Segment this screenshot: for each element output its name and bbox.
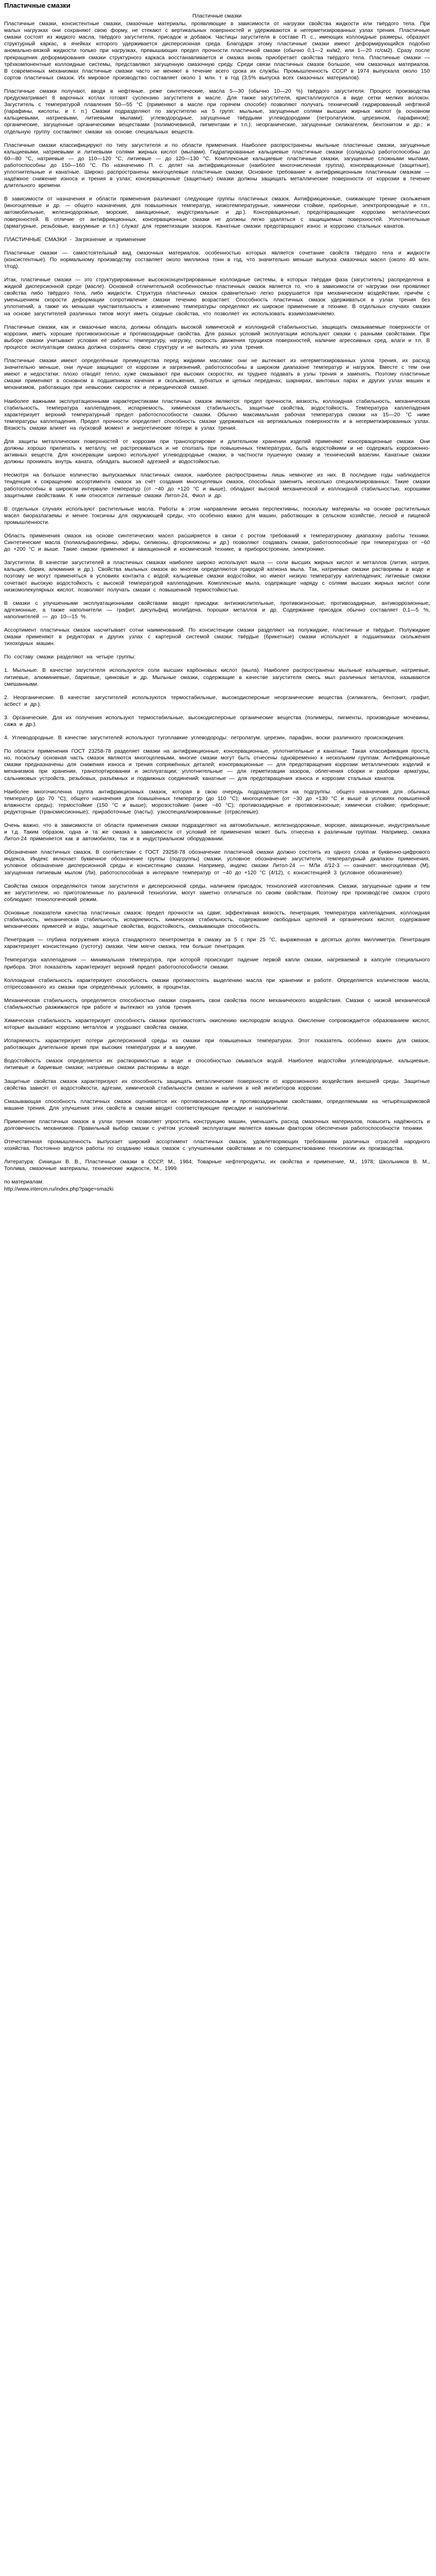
paragraph: В зависимости от назначения и области применения различают следующие группы пластичных смазок. Антифрикционные, снижающие трение скольжения (многоцелевые и др. — общего назначения, для повышенных температур, низкотемпературные, химически стойкие, приборные, электропроводные и т.п., автомобильные, железнодорожные, морские, авиационные, индустриальные и др.). Консервационные, предотвращающие коррозию металлических поверхностей. В отличие от антифрикционных, консервационные смазки не должны легко удаляться с защищаемых поверхностей. Уплотнительные (арматурные, резьбовые, вакуумные и т.п.) служат для герметизации зазоров. Канатные смазки предотвращают износ и коррозию стальных канатов. — [4, 196, 430, 229]
source-footer — [4, 1179, 430, 1192]
paragraph-gap — [4, 594, 430, 600]
paragraph-gap — [4, 392, 430, 398]
paragraph-gap — [4, 971, 430, 977]
paragraph: 1. Мыльные. В качестве загустителя используются соли высших карбоновых кислот (мыла). Наиболее распространены мыльные кальциевые, натриевые, литиевые, алюминиевые, бариевые, цинковые и др. Мыльные смазки, содержащие в качестве загустителя смесь мыл различных металлов, называются смешанными. — [4, 668, 430, 687]
paragraph: 4. Углеводородные. В качестве загустителей используют тугоплавкие углеводороды: петролатум, церезин, парафин, воски различного происхождения. — [4, 735, 405, 741]
paragraph-gap — [4, 81, 430, 88]
paragraph: Несмотря на большое количество выпускаемых пластичных смазок, наиболее распространены лишь немногие из них. В последние годы наблюдается тенденция к сокращению ассортимента смазок за счёт создания многоцелевых смазок, способных заменить несколько специализированных. Такие смазки работоспособны в широком интервале температур (от −40 до +120 °С и выше), обладают высокой механической и коллоидной стабильностью, хорошими защитными свойствами. К ним относятся литиевые смазки Литол-24, Фиол и др. — [4, 472, 430, 499]
article-subtitle: Пластичные смазки — [192, 13, 242, 19]
paragraph: По составу смазки разделяют на четыре группы: — [4, 654, 136, 660]
paragraph: Очень важно, что в зависимости от области применения смазки подразделяют на автомобильные, железнодорожные, морские, авиационные, индустриальные и т.д. Таким образом, одна и та же смазка в зависимости от условий её применения может быть отнесена к различным группам. Например, смазка Литол-24 применяется как в автомобилях, так и в индустриальном оборудовании. — [4, 823, 430, 842]
paragraph: Пластичные смазки классифицируют по типу загустителя и по области применения. Наиболее распространены мыльные пластичные смазки, загущенные кальциевыми, натриевыми и литиевыми солями жирных кислот (мылами). Гидратированные кальциевые пластичные смазки (солидолы) работоспособны до 60—80 °С, натриевые — до 110—120 °С, литиевые — до 120—130 °С. Комплексные кальциевые пластичные смазки, загущенные сложными мылами, работоспособны до 150—160 °С. По назначению П. с. делят на антифрикционные (наиболее многочисленная группа), консервационные (защитные), уплотнительные и канатные. Широко распространены многоцелевые пластичные смазки. Основное требование к антифрикционным пластичным смазкам — надёжное снижение износа и трения в узлах; консервационные (защитные) смазки должны защищать металлические поверхности от коррозии в течение длительного времени. — [4, 142, 430, 189]
paragraph: Температура каплепадения — минимальная температура, при которой происходит падение первой капли смазки, нагреваемой в капсуле специального прибора. Этот показатель характеризует верхний предел работоспособности смазки. — [4, 957, 430, 970]
paragraph-gap — [4, 688, 430, 694]
paragraph-gap — [4, 903, 430, 910]
paragraph-gap — [4, 135, 430, 142]
paragraph: 3. Органические. Для их получения используют термостабильные, высокодисперсные органические вещества (полимеры, пигменты, производные мочевины, сажа и др.). — [4, 715, 430, 727]
paragraph: Основные показатели качества пластичных смазок: предел прочности на сдвиг, эффективная вязкость, пенетрация, температура каплепадения, коллоидная стабильность, механическая стабильность, испаряемость, химическая стабильность, содержание свободных щелочей и органических кислот, содержание механических примесей и воды, защитные свойства, водостойкость, смазывающая способность. — [4, 910, 430, 930]
paragraph-gap — [4, 842, 430, 849]
paragraph: 2. Неорганические. В качестве загустителей используются термостабильные, высокодисперсные неорганические вещества (силикагель, бентонит, графит, асбест и др.). — [4, 694, 430, 707]
paragraph-gap — [4, 1112, 430, 1118]
paragraph-gap — [4, 741, 430, 748]
paragraph: Испаряемость характеризует потери дисперсионной среды из смазки при повышенных температурах. Этот показатель особенно важен для смазок, работающих длительное время при высоких температурах и в вакууме. — [4, 1038, 430, 1051]
paragraph: Коллоидная стабильность характеризует способность смазки противостоять выделению масла при хранении и работе. Определяется количеством масла, отпрессованного из смазки при определённых условиях, в процентах. — [4, 977, 430, 990]
paragraph-gap — [4, 816, 430, 822]
paragraph-gap — [4, 526, 430, 533]
paragraph: Область применения смазок на основе синтетических масел расширяется в связи с ростом требований к температурному диапазону работы техники. Синтетические масла (полиальфаолефины, эфиры, силиконы, фторсиликоны и др.) позволяют создавать смазки, работоспособные при температурах от −60 до +200 °С и выше. Такие смазки применяют в авиационной и космической технике, в приборостроении, электронике. — [4, 533, 430, 553]
paragraph: Отечественная промышленность выпускает широкий ассортимент пластичных смазок, удовлетворяющих требованиям различных отраслей народного хозяйства. Постоянно ведутся работы по созданию новых смазок с улучшенными свойствами и по совершенствованию технологии их производства. — [4, 1139, 430, 1152]
paragraph-gap — [4, 950, 430, 957]
paragraph-gap — [4, 876, 430, 883]
paragraph: Для защиты металлических поверхностей от коррозии при транспортировке и длительном хранении изделий применяют консервационные смазки. Они должны хорошо прилипать к металлу, не растрескиваться и не сползать при повышенных температурах, быть водостойкими и не содержать коррозионно-активных веществ. Для консервации широко используют углеводородные смазки, в частности пушечную смазку и технический вазелин. Канатные смазки должны проникать внутрь каната, обладать высокой адгезией и водостойкостью. — [4, 438, 430, 465]
paragraph: Наиболее важными эксплуатационными характеристиками пластичных смазок являются: предел прочности, вязкость, коллоидная стабильность, механическая стабильность, температура каплепадения, испаряемость, химическая стабильность, защитные свойства, водостойкость. Температура каплепадения характеризует верхний температурный предел работоспособности смазки. Обычно максимальная рабочая температура смазки на 15—20 °С ниже температуры каплепадения. Предел прочности определяет способность смазки удерживаться на вертикальных поверхностях и в негерметизированных узлах. Вязкость смазки влияет на пусковой момент и энергетические потери в узлах трения. — [4, 398, 430, 431]
paragraph-gap — [4, 728, 430, 735]
paragraph: Пластичные смазки имеют определённые преимущества перед жидкими маслами: они не вытекают из негерметизированных узлов трения, их расход значительно меньше, они лучше защищают от коррозии и загрязнений, работоспособны в широком диапазоне температур и нагрузок. Вместе с тем они имеют и недостатки: плохо отводят тепло, хуже смазывают при высоких скоростях, их труднее подавать в узлы трения и заменять. Поэтому пластичные смазки применяют в основном в подшипниках качения и скольжения, зубчатых и цепных передачах, шарнирах, винтовых парах и других узлах машин и механизмов, работающих при невысоких скоростях и периодической смазке. — [4, 358, 430, 391]
paragraph-gap — [4, 1011, 430, 1018]
paragraph-gap — [4, 230, 430, 236]
paragraph: Химическая стабильность характеризует способность смазки противостоять окислению кислородом воздуха. Окисление сопровождается образованием кислот, которые вызывают коррозию металлов и ухудшают свойства смазки. — [4, 1018, 430, 1031]
page-title: Пластичные смазки — [4, 2, 71, 9]
paragraph: Пластичные смазки — самостоятельный вид смазочных материалов, особенностью которых является сочетание свойств твёрдого тела и жидкости (консистентные). По нормальному производству составляет около миллиона тонн в год, что значительно меньше выпуска смазочных масел (около 40 млн. т/год). — [4, 250, 430, 269]
paragraph-gap — [4, 1051, 430, 1058]
paragraph: Свойства смазок определяются типом загустителя и дисперсионной среды, наличием присадок, технологией изготовления. Смазки, загущенные одним и тем же загустителем, но приготовленные по различной технологии, могут заметно отличаться по своим свойствам. Поэтому при производстве смазок строго соблюдают технологический режим. — [4, 883, 430, 903]
paragraph-gap — [4, 1072, 430, 1078]
paragraph-gap — [4, 270, 430, 277]
paragraph-gap — [4, 647, 430, 654]
paragraph-gap — [4, 465, 430, 472]
paragraph-gap — [4, 189, 430, 196]
paragraph: Итак, пластичные смазки — это структурированные высококонцентрированные коллоидные системы, в которых твёрдая фаза (загуститель) распределена в жидкой дисперсионной среде (масле). Основной отличительной особенностью пластичных смазок является то, что в зависимости от нагрузки они проявляют свойства либо твёрдого тела, либо жидкости. Структура пластичных смазок сравнительно легко разрушается при механическом воздействии, причём с уменьшением скорости деформации сопротивление смазки течению возрастает. Способность пластичных смазок удерживаться в узлах трения без уплотнений, а также их меньшая чувствительность к изменению температуры определяют их широкое применение в технике. В отдельных случаях смазки на основе загустителей различных типов могут иметь сходные свойства, что позволяет их использовать взаимозаменяемо. — [4, 277, 430, 317]
paragraph: Пластичные смазки, консистентные смазки, смазочные материалы, проявляющие в зависимости от нагрузки свойства жидкости или твёрдого тела. При малых нагрузках они сохраняют свою форму, не стекают с вертикальных поверхностей и удерживаются в негерметизированных узлах трения. Пластичные смазки состоят из жидкого масла, твёрдого загустителя, присадок и добавок. Частицы загустителя в составе П. с., имеющих коллоидные размеры, образуют структурный каркас, в ячейках которого удерживается дисперсионная среда. Благодаря этому пластичные смазки имеют деформирующийся подобно аномально-вязкой жидкости только при нагрузках, превышающих предел прочности пластичной смазки (обычно 0,1—2 кн/м2, или 1—20 гс/см2). Сразу после прекращения деформирования смазки структурного каркаса восстанавливается и смазка вновь приобретает свойства твёрдого тела. Пластичные смазки — трёхкомпонентные коллоидные системы, представляют загущенную смазочную среду. Среди связи пластичных смазок большое, чем смазочных материалов. В современных механизмах пластичные смазки часто не меняют в течение всего срока их службы. Промышленность СССР в 1974 выпускала около 150 сортов пластичных смазок. Их мировое производство составляет около 1 млн. т в год (3,5% выпуска всех смазочных материалов). — [4, 21, 430, 81]
paragraph: Пенетрация — глубина погружения конуса стандартного пенетрометра в смазку за 5 с при 25 °С, выраженная в десятых долях миллиметра. Пенетрация характеризует консистенцию (густоту) смазки. Чем мягче смазка, тем больше пенетрация. — [4, 937, 430, 950]
source-label: по материалам: — [4, 1179, 44, 1185]
paragraph: Литература: Синицын В. В., Пластичные смазки в СССР, М., 1984; Товарные нефтепродукты, их свойства и применение, М., 1978; Школьников В. М., Топлива, смазочные материалы, технические жидкости, М., 1999. — [4, 1159, 430, 1172]
paragraph-gap — [4, 317, 430, 324]
paragraph-gap — [4, 553, 430, 560]
source-link[interactable]: http://www.intercm.ru/index.php?page=smazki — [4, 1186, 114, 1192]
paragraph-gap — [4, 620, 430, 627]
paragraph-gap — [4, 243, 430, 250]
paragraph-gap — [4, 1092, 430, 1098]
paragraph: Пластичные смазки получают, вводя в нефтяные, реже синтетические, масла 5—30 (обычно 10—20 %) твёрдого загустителя. Процесс производства предусматривает 8 варочных котлах готовят суспензию загустителя в масле. Для также загустителя, кристаллизуются в виде сетки мелких волокон. Загуститель с температурой плавления 50—55 °С (применяют в масле при горячем способе) позволяют получать технический гидрированный нефтяной (парафины, кислоты, и т. п.) Смазки подразделяют по загустителю на 5 групп: мыльные, загущенные солями высших жирных кислот (в основном кальциевыми, натриевыми, литиевыми мылами); углеводородные, загущенные твёрдыми углеводородами (петролатумом, церезином, парафином); органические, загущенные органическими веществами (полимочевиной, пигментами и т.п.); неорганические, загущенные силикагелем, бентонитом и др.; и отдельную группу составляют смазки на основе специальных веществ. — [4, 88, 430, 135]
paragraph: По области применения ГОСТ 23258-78 разделяет смазки на антифрикционные, консервационные, уплотнительные и канатные. Такая классификация проста, но, поскольку основная часть смазок являются многоцелевыми, многие смазки могут быть отнесены одновременно к нескольким группам. Антифрикционные смазки предназначены для снижения износа и трения сопряжённых деталей; консервационные — для предотвращения коррозии металлических изделий и механизмов при хранении, транспортировании и эксплуатации; уплотнительные — для герметизации зазоров, облегчения сборки и разборки арматуры, сальниковых устройств, резьбовых, разъёмных и подвижных соединений; канатные — для предотвращения износа и коррозии стальных канатов. — [4, 749, 430, 782]
paragraph-gap — [4, 1031, 430, 1038]
paragraph-gap — [4, 351, 430, 358]
paragraph: Механическая стабильность определяется способностью смазки сохранять свои свойства после механического воздействия. Смазки с низкой механической стабильностью разжижаются при работе и вытекают из узлов трения. — [4, 997, 430, 1010]
paragraph-gap — [4, 660, 430, 667]
article-body — [4, 21, 430, 1172]
paragraph: Водостойкость смазок определяется их растворимостью в воде и способностью смываться водой. Наиболее водостойки углеводородные, кальциевые, литиевые и бариевые смазки; натриевые смазки растворимы в воде. — [4, 1058, 430, 1071]
paragraph-gap — [4, 708, 430, 715]
paragraph: Защитные свойства смазок характеризуют их способность защищать металлические поверхности от коррозионного воздействия внешней среды. Защитные свойства зависят от водостойкости, адгезии, химической стабильности смазки и наличия в ней ингибиторов коррозии. — [4, 1078, 430, 1091]
paragraph-gap — [4, 432, 430, 438]
paragraph: Обозначение пластичных смазок. В соответствии с ГОСТ 23258-78 обозначение пластичной смазки должно состоять из одного слова и буквенно-цифрового индекса. Индекс включает буквенное обозначение группы (подгруппы) смазки, условное обозначение загустителя, температурный диапазон применения, условное обозначение дисперсионной среды и консистенцию смазки. Например, индекс смазки Литол-24 — МЛи 4/12-3 — означает: многоцелевая (М), загущенная литиевым мылом (Ли), работоспособная в интервале температур от −40 до +120 °С (4/12), с консистенцией 3 (условное обозначение). — [4, 850, 430, 876]
paragraph: В отдельных случаях используют растительные масла. Работы в этом направлении весьма перспективны, поскольку материалы на основе растительных масел биоразлагаемы и менее токсичны для окружающей среды, что особенно важно для машин, работающих в сельском хозяйстве, лесной и пищевой промышленности. — [4, 506, 430, 526]
paragraph: Загустители. В качестве загустителей в пластичных смазках наиболее широко используют мыла — соли высших жирных кислот и металлов (лития, натрия, кальция, бария, алюминия и др.). Свойства мыльных смазок во многом определяются природой катиона мыла. Так, натриевые смазки растворимы в воде и поэтому не могут применяться в условиях контакта с водой; кальциевые смазки водостойки, но имеют низкую температуру каплепадения; литиевые смазки сочетают высокую водостойкость с высокой температурой каплепадения. Комплексные мыла, содержащие наряду с солями высших жирных кислот соли низкомолекулярных кислот, позволяют получать смазки с повышенной термостойкостью. — [4, 560, 430, 593]
paragraph: ПЛАСТИЧНЫЕ СМАЗКИ - Загрязнение и применение — [4, 236, 146, 243]
paragraph-gap — [4, 1152, 430, 1159]
paragraph: Ассортимент пластичных смазок насчитывает сотни наименований. По консистенции смазки разделяют на полужидкие, пластичные и твёрдые. Полужидкие смазки применяют в редукторах и других узлах с картерной системой смазки; твёрдые (брикетные) смазки используют в подшипниках скольжения тихоходных машин. — [4, 628, 430, 647]
paragraph-gap — [4, 499, 430, 506]
paragraph: В смазки с улучшенными эксплуатационными свойствами вводят присадки: антиокислительные, противоизносные, противозадирные, антикоррозионные, адгезионные, а также наполнители — графит, дисульфид молибдена, порошки металлов и др. Содержание присадок обычно составляет 0,1—5 %, наполнителей — до 10—15 %. — [4, 600, 430, 620]
paragraph-gap — [4, 991, 430, 997]
paragraph-gap — [4, 1132, 430, 1139]
paragraph: Смазывающая способность пластичных смазок оценивается их противоизносными и противозадирными свойствами, определяемыми на четырёхшариковой машине трения. Для улучшения этих свойств в смазки вводят соответствующие присадки и наполнители. — [4, 1098, 430, 1111]
paragraph-gap — [4, 782, 430, 789]
paragraph-gap — [4, 930, 430, 937]
paragraph: Применение пластичных смазок в узлах трения позволяет упростить конструкцию машин, уменьшить расход смазочных материалов, повысить надёжность и долговечность механизмов. Правильный выбор смазки с учётом условий эксплуатации является важным фактором обеспечения работоспособности техники. — [4, 1118, 430, 1131]
paragraph: Пластичные смазки, как и смазочные масла, должны обладать высокой химической и коллоидной стабильностью, защищать смазываемые поверхности от коррозии, иметь хорошие противоизносные и противозадирные свойства. Для разных условий эксплуатации используют смазки с разными свойствами. При выборе смазки учитывают условия её работы: температуру, нагрузку, скорость движения трущихся поверхностей, наличие агрессивных сред, влаги и т.п. В процессе эксплуатации смазка должна сохранять свою структуру и не вытекать из узла трения. — [4, 324, 430, 350]
paragraph: Наиболее многочисленна группа антифрикционных смазок, которая в свою очередь подразделяется на подгруппы: общего назначения для обычных температур (до 70 °С); общего назначения для повышенных температур (до 110 °С); многоцелевые (от −30 до +130 °С и выше в условиях повышенной влажности среды); термостойкие (150 °С и выше); морозостойкие (ниже −40 °С); противозадирные и противоизносные; химически стойкие; приборные; редукторные (трансмиссионные); приработочные (пасты); узкоспециализированные (отраслевые). — [4, 789, 430, 815]
article — [0, 0, 436, 1193]
